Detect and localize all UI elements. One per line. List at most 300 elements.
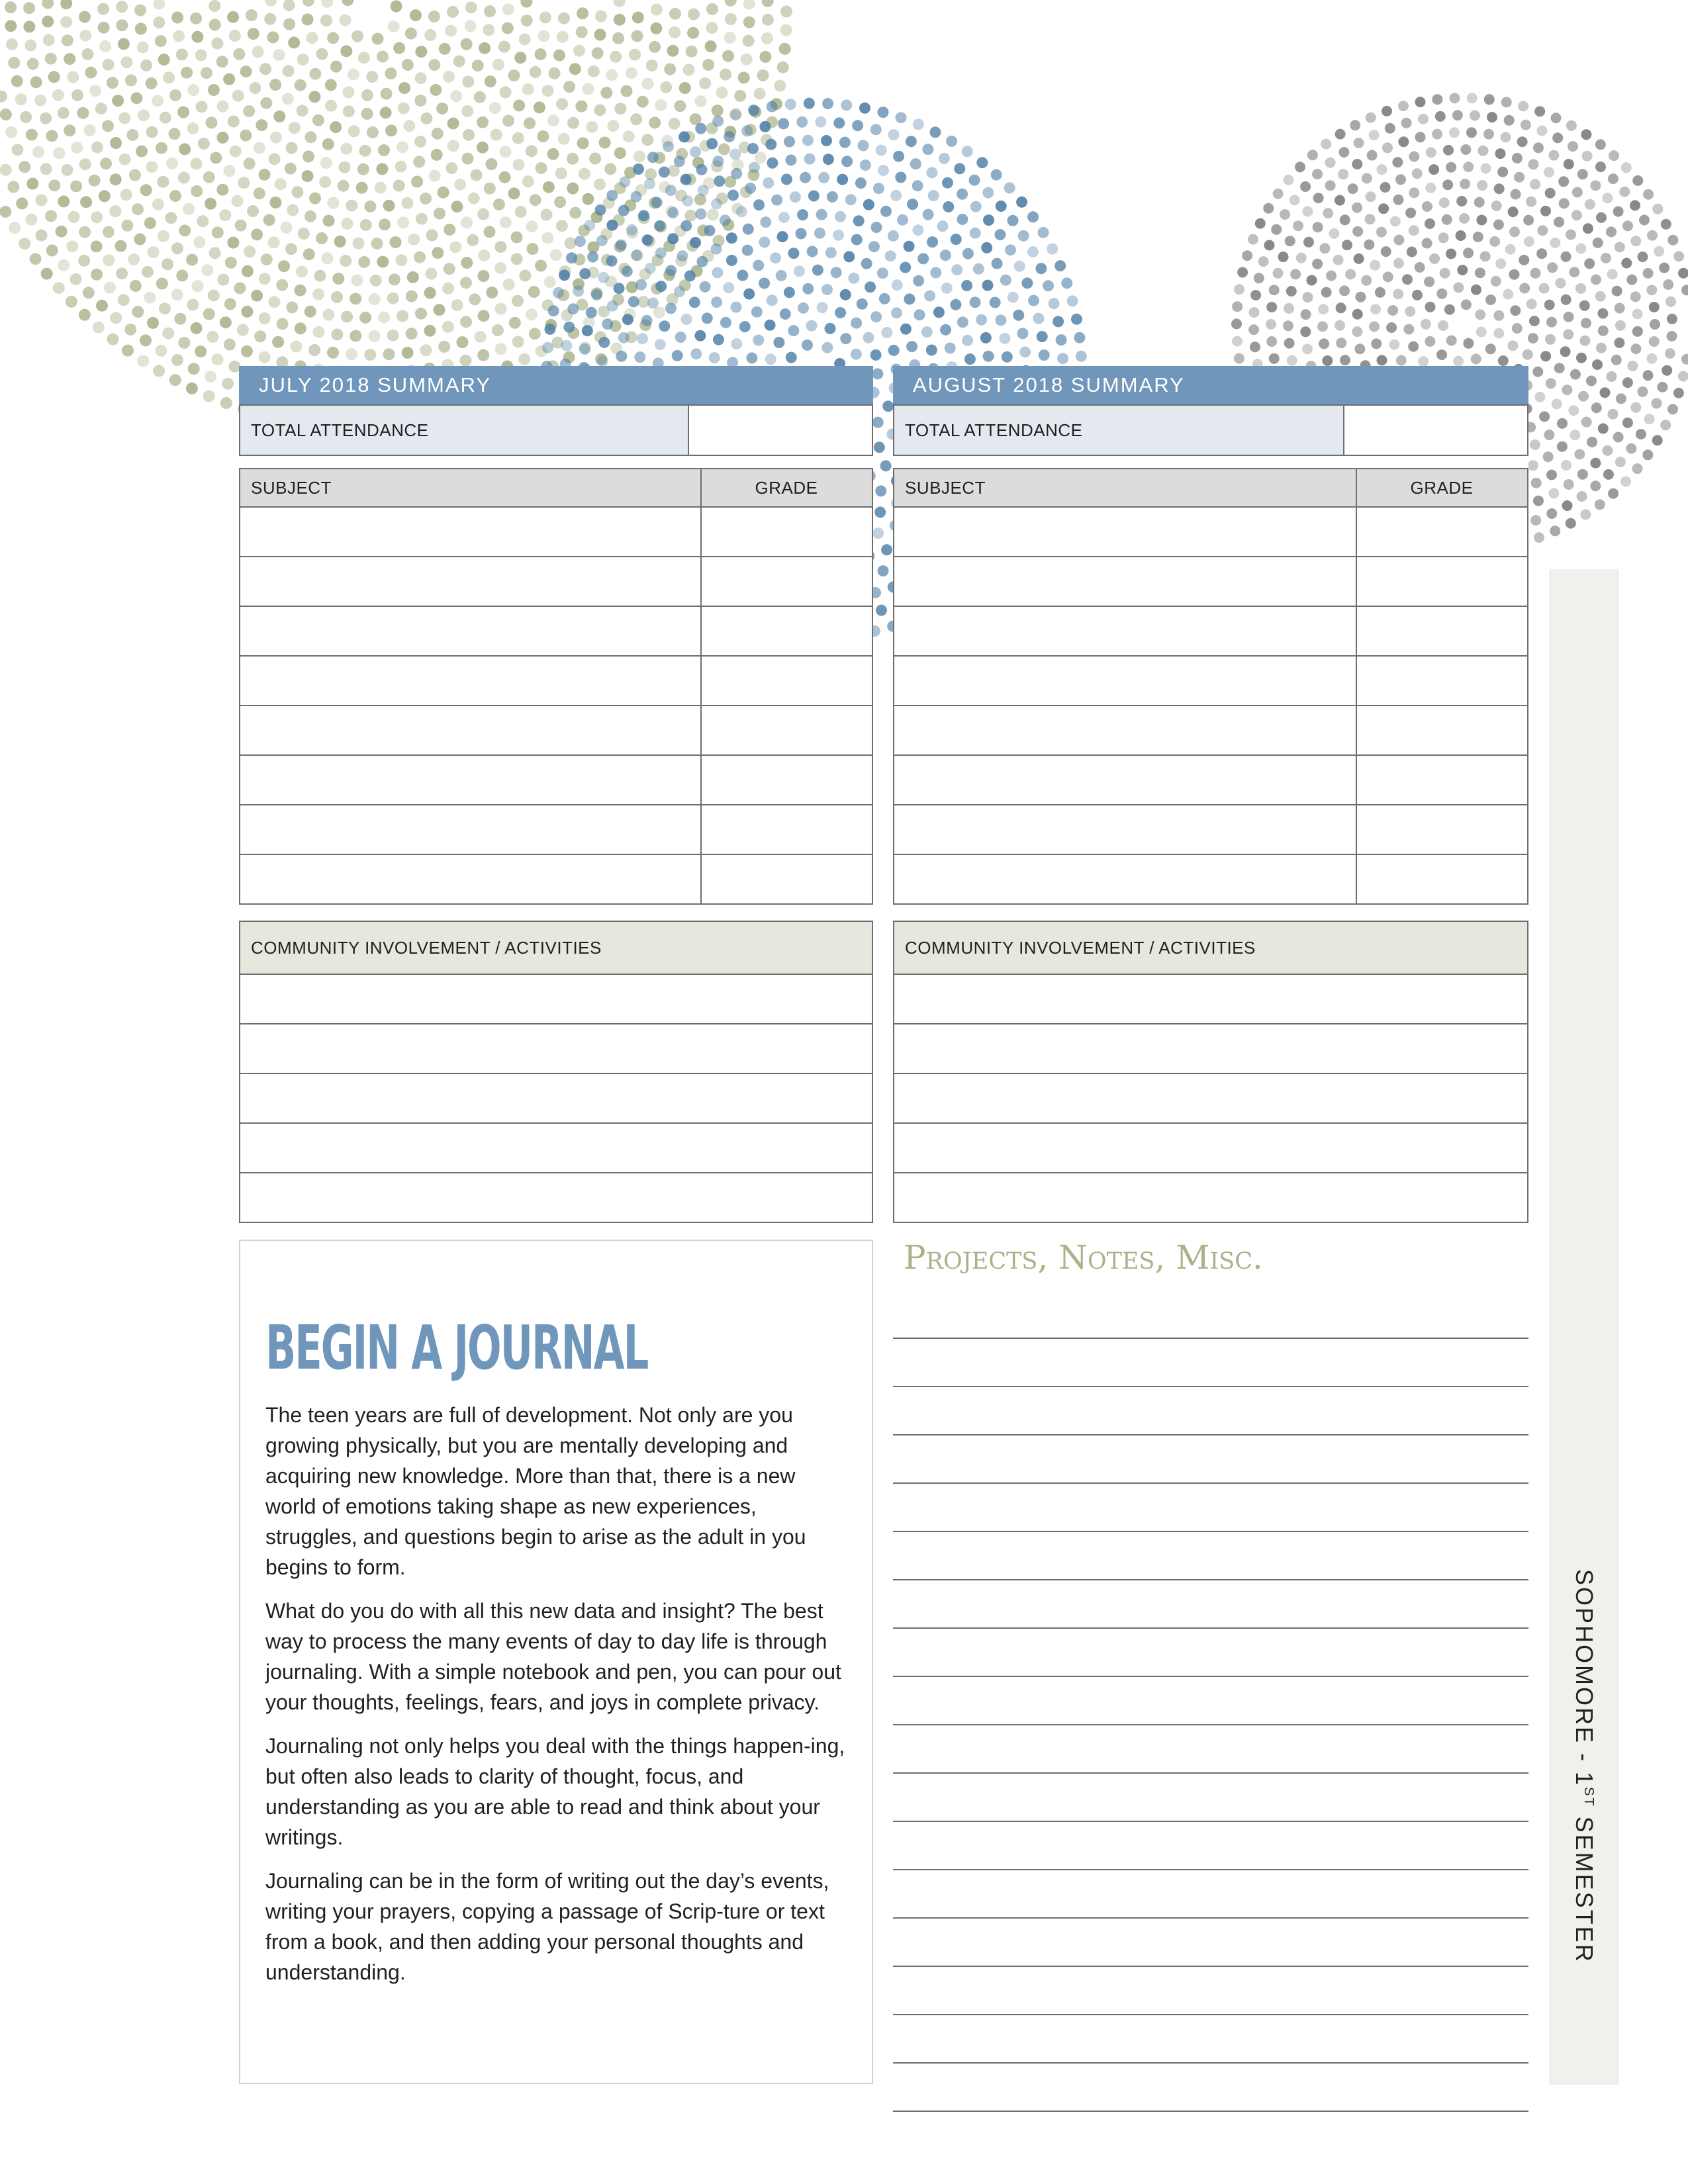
decorative-dot <box>1590 480 1601 491</box>
decorative-dot <box>78 255 90 267</box>
decorative-dot <box>1013 310 1024 321</box>
notes-writing-line[interactable] <box>893 1725 1528 1774</box>
decorative-dot <box>485 75 496 87</box>
decorative-dot <box>1303 237 1314 248</box>
decorative-dot <box>690 348 702 359</box>
decorative-dot <box>321 252 333 264</box>
decorative-dot <box>1338 169 1348 179</box>
decorative-dot <box>442 321 454 333</box>
august-grade-subject-cell[interactable] <box>894 656 1356 705</box>
decorative-dot <box>457 336 469 348</box>
notes-writing-line[interactable] <box>893 1774 1528 1822</box>
decorative-dot <box>1562 500 1573 511</box>
july-community-cell[interactable] <box>240 1024 872 1073</box>
decorative-dot <box>874 506 886 518</box>
decorative-dot <box>1231 318 1242 329</box>
decorative-dot <box>147 317 159 329</box>
decorative-dot <box>179 224 191 236</box>
decorative-dot <box>770 252 781 263</box>
decorative-dot <box>1489 236 1500 247</box>
decorative-dot <box>251 228 263 240</box>
decorative-dot <box>912 180 923 191</box>
august-grade-subject-cell[interactable] <box>894 557 1356 606</box>
decorative-dot <box>447 6 459 18</box>
decorative-dot <box>1382 142 1393 153</box>
decorative-dot <box>465 20 477 32</box>
august-community-cell[interactable] <box>894 1123 1528 1173</box>
decorative-dot <box>1278 251 1289 262</box>
august-grade-grade-cell[interactable] <box>1356 705 1528 755</box>
decorative-dot <box>144 217 156 229</box>
august-community-cell[interactable] <box>894 1073 1528 1123</box>
decorative-dot <box>872 527 884 539</box>
decorative-dot <box>208 84 220 96</box>
august-grade-grade-cell[interactable] <box>1356 606 1528 656</box>
august-community-cell[interactable] <box>894 1173 1528 1222</box>
decorative-dot <box>24 40 36 52</box>
decorative-dot <box>210 152 222 164</box>
decorative-dot <box>420 113 432 124</box>
decorative-dot <box>542 342 553 353</box>
decorative-dot <box>870 349 882 361</box>
decorative-dot <box>259 63 271 75</box>
decorative-dot <box>753 199 765 210</box>
decorative-dot <box>1544 430 1554 440</box>
decorative-dot <box>97 3 109 15</box>
august-grade-subject-cell[interactable] <box>894 705 1356 755</box>
notes-writing-line[interactable] <box>893 2064 1528 2112</box>
decorative-dot <box>109 205 121 217</box>
decorative-dot <box>1300 181 1311 192</box>
decorative-dot <box>808 191 820 202</box>
july-grade-subject-cell[interactable] <box>240 854 701 904</box>
decorative-dot <box>244 246 256 257</box>
decorative-dot <box>201 67 212 79</box>
decorative-dot <box>1643 268 1654 279</box>
decorative-dot <box>818 172 829 183</box>
decorative-dot <box>122 345 134 357</box>
decorative-dot <box>1418 114 1429 124</box>
decorative-dot <box>1595 139 1606 150</box>
decorative-dot <box>698 185 709 196</box>
july-grade-subject-cell[interactable] <box>240 656 701 705</box>
decorative-dot <box>876 605 887 616</box>
july-grade-subject-cell[interactable] <box>240 755 701 805</box>
notes-writing-line[interactable] <box>893 1919 1528 1967</box>
decorative-dot <box>1393 289 1403 299</box>
august-attendance-field[interactable] <box>1344 405 1528 455</box>
decorative-dot <box>1266 319 1276 330</box>
decorative-dot <box>1582 151 1593 161</box>
august-grade-grade-cell[interactable] <box>1356 755 1528 805</box>
decorative-dot <box>547 148 559 160</box>
decorative-dot <box>81 48 93 60</box>
decorative-dot <box>665 265 677 276</box>
decorative-dot <box>1474 197 1485 208</box>
august-grade-subject-cell[interactable] <box>894 755 1356 805</box>
decorative-dot <box>191 322 203 334</box>
decorative-dot <box>1432 94 1442 105</box>
july-grade-subject-cell[interactable] <box>240 805 701 854</box>
decorative-dot <box>426 230 438 242</box>
decorative-dot <box>679 131 690 142</box>
decorative-dot <box>1452 110 1463 120</box>
decorative-dot <box>1055 260 1066 271</box>
decorative-dot <box>264 13 276 25</box>
decorative-dot <box>1436 349 1447 360</box>
notes-writing-line[interactable] <box>893 1677 1528 1725</box>
notes-writing-line[interactable] <box>893 2015 1528 2064</box>
decorative-dot <box>1598 326 1609 336</box>
notes-writing-line[interactable] <box>893 1339 1528 1387</box>
decorative-dot <box>1606 226 1617 237</box>
decorative-dot <box>926 167 937 178</box>
decorative-dot <box>981 242 992 253</box>
decorative-dot <box>1505 244 1516 255</box>
decorative-dot <box>260 97 272 109</box>
decorative-dot <box>331 291 343 303</box>
july-grade-grade-cell[interactable] <box>701 755 872 805</box>
decorative-dot <box>104 282 116 294</box>
decorative-dot <box>124 324 136 336</box>
decorative-dot <box>1569 267 1579 277</box>
decorative-dot <box>478 250 490 261</box>
decorative-dot <box>30 76 42 88</box>
decorative-dot <box>1512 153 1523 163</box>
notes-writing-line[interactable] <box>893 1629 1528 1677</box>
decorative-dot <box>158 230 169 242</box>
decorative-dot <box>586 121 598 133</box>
decorative-dot <box>1333 255 1344 265</box>
decorative-dot <box>904 293 915 304</box>
decorative-dot <box>1367 150 1378 161</box>
july-community-cell[interactable] <box>240 1173 872 1222</box>
decorative-dot <box>191 185 203 197</box>
decorative-dot <box>174 313 186 325</box>
decorative-dot <box>522 175 534 187</box>
decorative-dot <box>187 84 199 96</box>
july-community-cell[interactable] <box>240 974 872 1024</box>
august-subject-header: SUBJECT <box>894 469 1356 507</box>
decorative-dot <box>1438 232 1449 243</box>
notes-writing-line[interactable] <box>893 1870 1528 1919</box>
decorative-dot <box>589 153 601 165</box>
decorative-dot <box>1302 206 1313 217</box>
decorative-dot <box>5 126 17 138</box>
decorative-dot <box>209 19 221 30</box>
decorative-dot <box>512 336 524 347</box>
decorative-dot <box>1530 179 1540 190</box>
decorative-dot <box>395 254 407 266</box>
decorative-dot <box>1518 101 1528 111</box>
decorative-dot <box>1517 136 1528 147</box>
decorative-dot <box>595 205 606 216</box>
decorative-dot <box>120 56 132 68</box>
decorative-dot <box>690 146 701 158</box>
july-grade-grade-cell[interactable] <box>701 854 872 904</box>
decorative-dot <box>530 66 541 78</box>
decorative-dot <box>1533 142 1544 153</box>
decorative-dot <box>730 109 741 120</box>
decorative-dot <box>1008 215 1019 226</box>
decorative-dot <box>165 212 177 224</box>
july-grade-grade-cell[interactable] <box>701 507 872 557</box>
decorative-dot <box>548 305 559 316</box>
august-summary-title: AUGUST 2018 SUMMARY <box>893 366 1528 404</box>
notes-writing-line[interactable] <box>893 1822 1528 1870</box>
decorative-dot <box>667 207 679 218</box>
decorative-dot <box>142 266 154 278</box>
decorative-dot <box>509 317 521 329</box>
decorative-dot <box>575 101 587 113</box>
decorative-dot <box>616 240 627 251</box>
decorative-dot <box>217 132 229 144</box>
decorative-dot <box>1439 197 1450 208</box>
decorative-dot <box>492 324 504 336</box>
decorative-dot <box>1444 304 1455 315</box>
decorative-dot <box>607 300 618 312</box>
notes-writing-line[interactable] <box>893 1532 1528 1580</box>
decorative-dot <box>1591 402 1602 413</box>
decorative-dot <box>1678 268 1688 279</box>
decorative-dot <box>1615 457 1626 467</box>
decorative-dot <box>460 316 472 328</box>
august-grade-grade-cell[interactable] <box>1356 854 1528 904</box>
decorative-dot <box>1285 236 1295 246</box>
decorative-dot <box>377 51 389 63</box>
decorative-dot <box>891 307 902 318</box>
decorative-dot <box>622 314 633 325</box>
decorative-dot <box>340 45 352 57</box>
decorative-dot <box>606 255 618 267</box>
decorative-dot <box>331 328 343 340</box>
decorative-dot <box>1365 214 1376 224</box>
august-grade-row <box>894 557 1528 606</box>
decorative-dot <box>689 296 700 308</box>
august-grade-grade-cell[interactable] <box>1356 805 1528 854</box>
decorative-dot <box>1386 322 1397 333</box>
decorative-dot <box>855 177 867 189</box>
notes-writing-line[interactable] <box>893 1580 1528 1629</box>
decorative-dot <box>1405 208 1416 218</box>
july-grade-grade-cell[interactable] <box>701 805 872 854</box>
decorative-dot <box>477 142 489 154</box>
decorative-dot <box>1608 173 1618 184</box>
july-grade-grade-cell[interactable] <box>701 557 872 606</box>
decorative-dot <box>1592 359 1603 370</box>
decorative-dot <box>381 88 393 100</box>
july-community-cell[interactable] <box>240 1123 872 1173</box>
decorative-dot <box>286 142 298 154</box>
august-grade-grade-cell[interactable] <box>1356 656 1528 705</box>
decorative-dot <box>1461 299 1472 310</box>
decorative-dot <box>526 220 538 232</box>
decorative-dot <box>872 368 883 379</box>
decorative-dot <box>395 161 407 173</box>
decorative-dot <box>874 441 885 453</box>
decorative-dot <box>761 32 773 44</box>
decorative-dot <box>513 100 525 112</box>
july-grade-subject-cell[interactable] <box>240 606 701 656</box>
august-grade-grade-cell[interactable] <box>1356 507 1528 557</box>
decorative-dot <box>432 247 444 259</box>
decorative-dot <box>706 22 718 34</box>
decorative-dot <box>724 131 735 142</box>
decorative-dot <box>982 187 994 199</box>
decorative-dot <box>606 220 618 231</box>
decorative-dot <box>322 309 334 321</box>
decorative-dot <box>48 71 60 83</box>
decorative-dot <box>1027 211 1039 222</box>
decorative-dot <box>268 296 280 308</box>
decorative-dot <box>530 194 541 206</box>
decorative-dot <box>946 136 957 147</box>
july-grade-subject-cell[interactable] <box>240 705 701 755</box>
decorative-dot <box>463 129 475 141</box>
july-grades-table <box>239 468 873 905</box>
decorative-dot <box>450 90 462 102</box>
july-subject-header: SUBJECT <box>240 469 701 507</box>
decorative-dot <box>860 159 871 171</box>
july-grade-subject-cell[interactable] <box>240 557 701 606</box>
decorative-dot <box>465 1 477 13</box>
decorative-dot <box>594 179 606 191</box>
decorative-dot <box>982 280 994 291</box>
decorative-dot <box>1566 120 1577 131</box>
decorative-dot <box>159 302 171 314</box>
july-grade-grade-cell[interactable] <box>701 606 872 656</box>
decorative-dot <box>843 251 855 262</box>
july-grade-row <box>240 606 872 656</box>
decorative-dot <box>5 20 17 32</box>
august-grade-subject-cell[interactable] <box>894 854 1356 904</box>
august-community-cell[interactable] <box>894 974 1528 1024</box>
decorative-dot <box>1319 338 1329 349</box>
decorative-dot <box>1532 367 1543 377</box>
decorative-dot <box>410 9 422 21</box>
decorative-dot <box>1456 230 1466 241</box>
decorative-dot <box>1501 97 1512 107</box>
decorative-dot <box>1551 113 1562 123</box>
decorative-dot <box>205 198 216 210</box>
july-community-cell[interactable] <box>240 1073 872 1123</box>
notes-writing-line[interactable] <box>893 1484 1528 1532</box>
decorative-dot <box>647 297 659 308</box>
decorative-dot <box>261 253 273 265</box>
notes-writing-line[interactable] <box>893 1387 1528 1435</box>
decorative-dot <box>1659 263 1669 273</box>
decorative-dot <box>876 145 887 156</box>
decorative-dot <box>1323 208 1333 218</box>
july-grade-grade-cell[interactable] <box>701 656 872 705</box>
decorative-dot <box>558 13 570 24</box>
decorative-dot <box>416 213 428 225</box>
decorative-dot <box>360 219 372 231</box>
decorative-dot <box>98 22 110 34</box>
august-grade-subject-cell[interactable] <box>894 606 1356 656</box>
august-grade-subject-cell[interactable] <box>894 805 1356 854</box>
decorative-dot <box>1369 130 1380 140</box>
july-grade-grade-cell[interactable] <box>701 705 872 755</box>
decorative-dot <box>1561 460 1571 471</box>
august-community-cell[interactable] <box>894 1024 1528 1073</box>
decorative-dot <box>1383 271 1393 282</box>
decorative-dot <box>366 71 378 83</box>
decorative-dot <box>534 101 545 113</box>
decorative-dot <box>483 24 494 36</box>
decorative-dot <box>1630 236 1641 246</box>
decorative-dot <box>1662 365 1672 376</box>
decorative-dot <box>1234 353 1244 364</box>
decorative-dot <box>272 336 284 348</box>
decorative-dot <box>685 210 697 222</box>
notes-writing-line[interactable] <box>893 1967 1528 2015</box>
decorative-dot <box>1056 334 1067 345</box>
decorative-dot <box>1340 355 1350 365</box>
decorative-dot <box>1600 387 1611 398</box>
decorative-dot <box>1581 129 1591 140</box>
notes-writing-line[interactable] <box>893 1291 1528 1339</box>
july-grade-subject-cell[interactable] <box>240 507 701 557</box>
decorative-dot <box>492 59 504 71</box>
decorative-dot <box>745 183 756 194</box>
decorative-dot <box>1595 161 1606 172</box>
decorative-dot <box>1476 215 1487 226</box>
july-community-row <box>240 1123 872 1173</box>
july-attendance-field[interactable] <box>688 405 872 455</box>
decorative-dot <box>1647 230 1658 241</box>
decorative-dot <box>1510 305 1521 316</box>
decorative-dot <box>1616 393 1626 404</box>
decorative-dot <box>285 243 297 255</box>
decorative-dot <box>89 85 101 97</box>
decorative-dot <box>1325 180 1336 191</box>
decorative-dot <box>777 231 788 242</box>
decorative-dot <box>1287 355 1297 366</box>
notes-writing-line[interactable] <box>893 1435 1528 1484</box>
august-grade-subject-cell[interactable] <box>894 507 1356 557</box>
decorative-dot <box>1568 405 1579 416</box>
decorative-dot <box>618 205 630 216</box>
decorative-dot <box>71 89 83 101</box>
decorative-dot <box>424 29 436 41</box>
july-grade-header: GRADE <box>701 469 872 507</box>
decorative-dot <box>980 332 992 343</box>
decorative-dot <box>763 177 774 189</box>
decorative-dot <box>526 308 538 320</box>
decorative-dot <box>1057 353 1068 364</box>
decorative-dot <box>1425 302 1436 312</box>
decorative-dot <box>831 267 842 278</box>
decorative-dot <box>312 114 324 126</box>
july-summary-panel <box>239 366 873 1223</box>
decorative-dot <box>477 116 489 128</box>
decorative-dot <box>1478 146 1489 156</box>
decorative-dot <box>642 234 653 246</box>
decorative-dot <box>1652 398 1662 409</box>
august-grade-grade-cell[interactable] <box>1356 557 1528 606</box>
decorative-dot <box>1601 253 1611 263</box>
decorative-dot <box>526 145 538 157</box>
decorative-dot <box>663 141 674 152</box>
decorative-dot <box>951 264 962 275</box>
decorative-dot <box>340 143 352 155</box>
decorative-dot <box>91 269 103 281</box>
decorative-dot <box>690 237 701 248</box>
decorative-dot <box>321 0 333 8</box>
decorative-dot <box>120 189 132 201</box>
decorative-dot <box>606 190 618 201</box>
